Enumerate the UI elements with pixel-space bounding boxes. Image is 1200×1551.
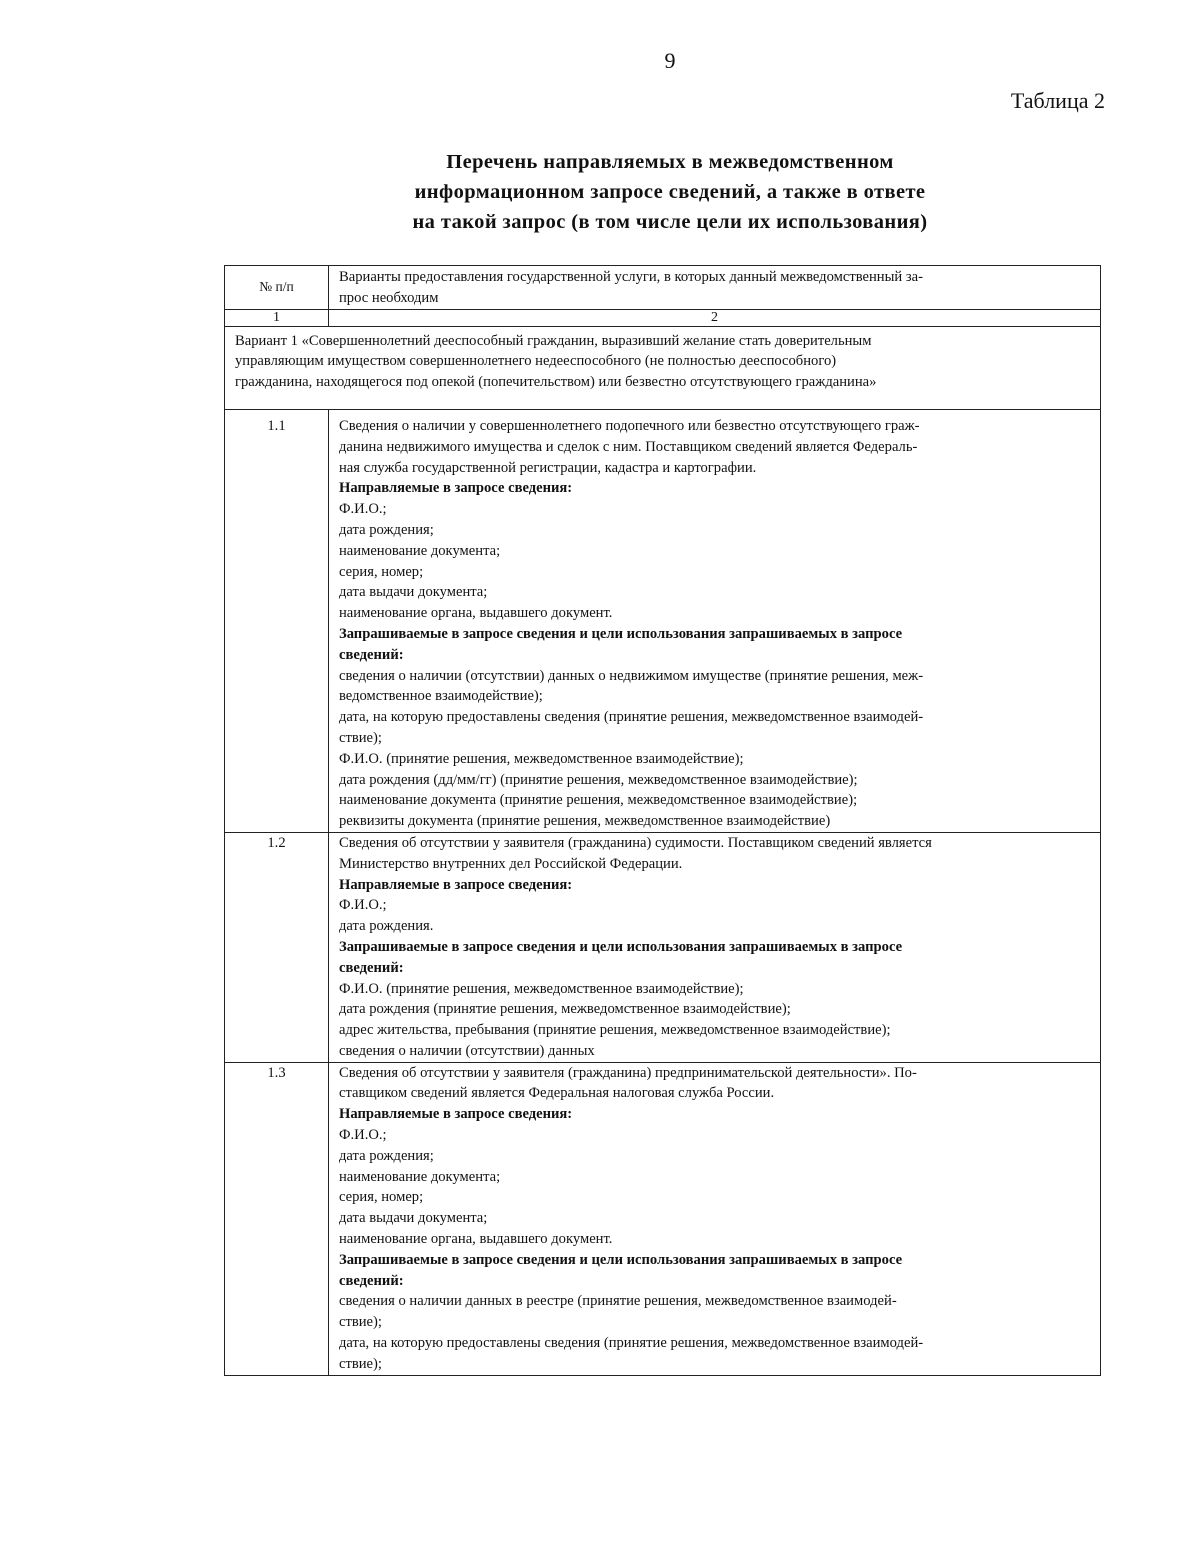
row-content <box>329 1062 1101 1375</box>
table-label: Таблица 2 <box>1010 88 1105 113</box>
row-line: Ф.И.О.; <box>339 897 387 914</box>
page-number: 9 <box>664 48 676 73</box>
row-line: ствие); <box>339 729 382 746</box>
document-title <box>0 147 1200 237</box>
row-line: адрес жительства, пребывания (принятие решения, межведомственное взаимодействие); <box>339 1022 891 1039</box>
row-line: Ф.И.О.; <box>339 501 387 518</box>
row-line: дата рождения; <box>339 1147 434 1164</box>
row-line: дата, на которую предоставлены сведения (принятие решения, межведомственное взаимодей- <box>339 1335 924 1352</box>
row-line: наименование документа; <box>339 1168 501 1185</box>
table-row <box>225 409 1101 832</box>
row-line: наименование органа, выдавшего документ. <box>339 1231 613 1248</box>
variant-line: гражданина, находящегося под опекой (попечительством) или безвестно отсутствующего гражданина» <box>235 374 877 391</box>
row-line: серия, номер; <box>339 1189 424 1206</box>
row-line: дата рождения; <box>339 521 434 538</box>
row-content <box>329 832 1101 1062</box>
variant-line: управляющим имуществом совершеннолетнего недееспособного (не полностью дееспособного) <box>235 353 837 370</box>
table-row <box>225 832 1101 1062</box>
row-line-bold: Направляемые в запросе сведения: <box>339 876 573 893</box>
row-line: дата выдачи документа; <box>339 584 488 601</box>
row-line-bold: сведений: <box>339 646 404 663</box>
row-line: серия, номер; <box>339 563 424 580</box>
row-line: сведения о наличии (отсутствии) данных о недвижимом имуществе (принятие решения, меж- <box>339 667 924 684</box>
row-line-bold: Запрашиваемые в запросе сведения и цели использования запрашиваемых в запросе <box>339 1251 903 1268</box>
row-line: Ф.И.О.; <box>339 1127 387 1144</box>
row-number: 1.3 <box>225 1062 329 1375</box>
row-line: реквизиты документа (принятие решения, межведомственное взаимодействие) <box>339 813 831 830</box>
column-index-row <box>225 309 1101 326</box>
title-line: информационном запросе сведений, а также в ответе <box>414 181 926 203</box>
row-line: Ф.И.О. (принятие решения, межведомственное взаимодействие); <box>339 750 744 767</box>
row-line: ставщиком сведений является Федеральная налоговая служба России. <box>339 1085 775 1102</box>
row-line-bold: Запрашиваемые в запросе сведения и цели использования запрашиваемых в запросе <box>339 938 903 955</box>
row-line: ствие); <box>339 1314 382 1331</box>
row-line: наименование документа (принятие решения, межведомственное взаимодействие); <box>339 792 858 809</box>
row-content <box>329 409 1101 832</box>
row-line-bold: Направляемые в запросе сведения: <box>339 1106 573 1123</box>
row-line: сведения о наличии данных в реестре (принятие решения, межведомственное взаимодей- <box>339 1293 897 1310</box>
row-line: наименование органа, выдавшего документ. <box>339 605 613 622</box>
row-number: 1.2 <box>225 832 329 1062</box>
header-text-line: Варианты предоставления государственной услуги, в которых данный межведомственный за- <box>339 269 923 285</box>
title-line: Перечень направляемых в межведомственном <box>446 151 894 173</box>
table-row <box>225 1062 1101 1375</box>
row-line: ствие); <box>339 1355 382 1372</box>
variant-cell <box>225 326 1101 409</box>
row-line: Сведения об отсутствии у заявителя (гражданина) судимости. Поставщиком сведений является <box>339 834 932 851</box>
header-num-cell: № п/п <box>225 266 329 310</box>
column-index-1: 1 <box>225 309 329 326</box>
column-index-2: 2 <box>329 309 1101 326</box>
row-line-bold: Направляемые в запросе сведения: <box>339 480 573 497</box>
table-header-row <box>225 266 1101 310</box>
row-line: Сведения об отсутствии у заявителя (гражданина) предпринимательской деятельности». По- <box>339 1064 917 1081</box>
row-line: Министерство внутренних дел Российской Федерации. <box>339 855 683 872</box>
variant-row <box>225 326 1101 409</box>
variant-line: Вариант 1 «Совершеннолетний дееспособный гражданин, выразивший желание стать доверительным <box>235 332 872 349</box>
row-line: ведомственное взаимодействие); <box>339 688 543 705</box>
row-line: дата рождения (принятие решения, межведомственное взаимодействие); <box>339 1001 791 1018</box>
row-line-bold: сведений: <box>339 959 404 976</box>
row-line: ная служба государственной регистрации, кадастра и картографии. <box>339 459 757 476</box>
row-line: наименование документа; <box>339 542 501 559</box>
row-number: 1.1 <box>225 409 329 832</box>
row-line-bold: Запрашиваемые в запросе сведения и цели использования запрашиваемых в запросе <box>339 625 903 642</box>
row-line: Сведения о наличии у совершеннолетнего подопечного или безвестно отсутствующего граж- <box>339 417 920 434</box>
row-line: Ф.И.О. (принятие решения, межведомственное взаимодействие); <box>339 980 744 997</box>
row-line: дата рождения (дд/мм/гг) (принятие решения, межведомственное взаимодействие); <box>339 771 858 788</box>
row-line: дата выдачи документа; <box>339 1210 488 1227</box>
row-line: сведения о наличии (отсутствии) данных <box>339 1042 595 1059</box>
row-line-bold: сведений: <box>339 1272 404 1289</box>
title-line: на такой запрос (в том числе цели их использования) <box>412 211 928 233</box>
row-line: данина недвижимого имущества и сделок с ним. Поставщиком сведений является Федераль- <box>339 438 918 455</box>
row-line: дата, на которую предоставлены сведения (принятие решения, межведомственное взаимодей- <box>339 709 924 726</box>
header-text-cell <box>329 266 1101 310</box>
header-text-line: прос необходим <box>339 289 439 306</box>
row-line: дата рождения. <box>339 918 434 935</box>
requests-table <box>224 265 1101 1376</box>
